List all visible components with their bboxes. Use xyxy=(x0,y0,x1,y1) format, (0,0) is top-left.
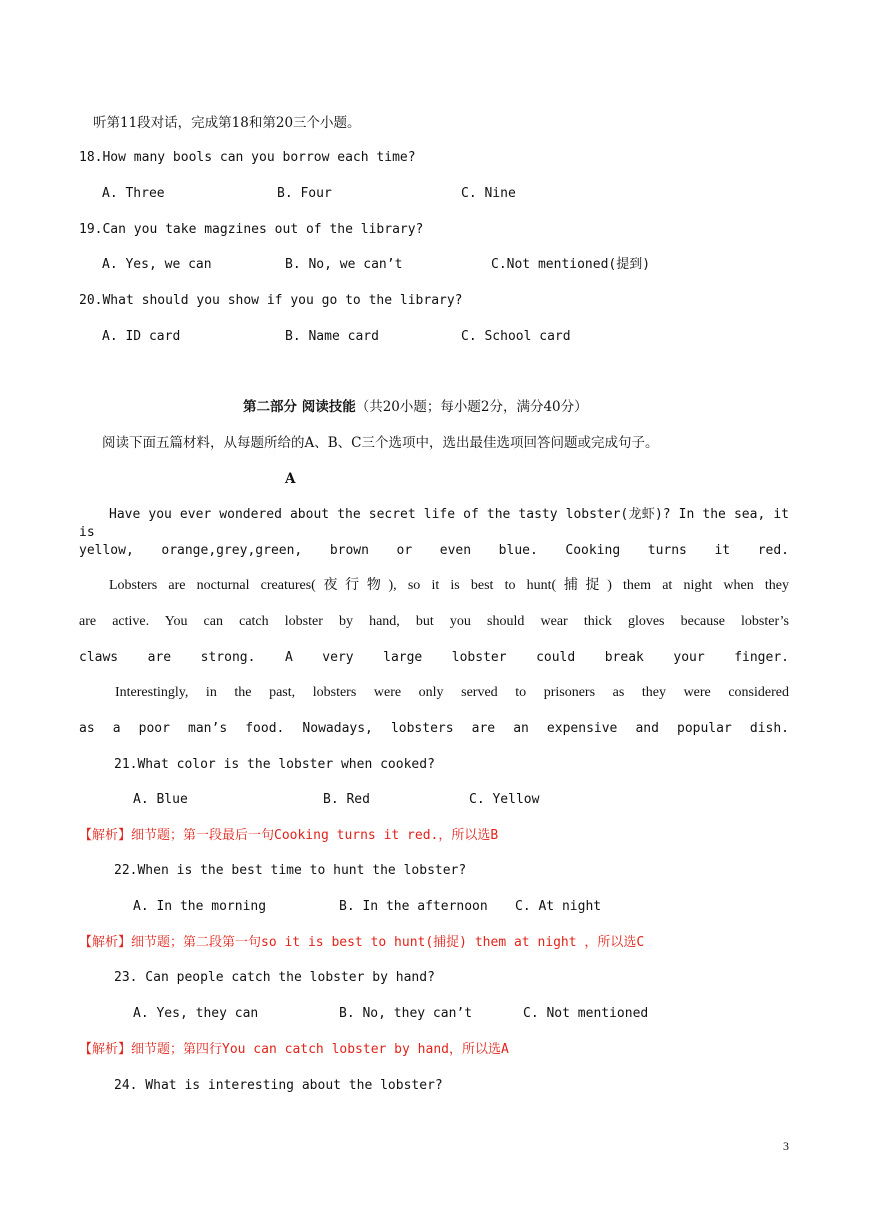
part2-instruction: 阅读下面五篇材料，从每题所给的A、B、C三个选项中，选出最佳选项回答问题或完成句子。 xyxy=(102,435,659,451)
passage-line-1: Have you ever wondered about the secret life of the tasty lobster(龙虾)? In the sea, it is xyxy=(79,507,789,540)
question-19: 19.Can you take magzines out of the library? xyxy=(79,222,424,237)
q19-option-a: A. Yes, we can xyxy=(102,257,212,272)
part2-title: 第二部分 阅读技能 xyxy=(243,399,356,415)
q23-option-c: C. Not mentioned xyxy=(523,1006,649,1021)
passage-line-6: Interestingly, in the past, lobsters were only served to prisoners as they were considered xyxy=(115,685,789,700)
q20-option-a: A. ID card xyxy=(102,329,181,344)
q20-option-c: C. School card xyxy=(461,329,571,344)
section-a-label: A xyxy=(285,471,296,487)
q20-option-b: B. Name card xyxy=(285,329,379,344)
q22-option-a: A. In the morning xyxy=(133,899,267,914)
q23-option-b: B. No, they can’t xyxy=(339,1006,473,1021)
q22-option-c: C. At night xyxy=(515,899,602,914)
question-18: 18.How many bools can you borrow each time? xyxy=(79,150,416,165)
question-21: 21.What color is the lobster when cooked? xyxy=(114,757,435,772)
q21-option-a: A. Blue xyxy=(133,792,188,807)
q23-option-a: A. Yes, they can xyxy=(133,1006,259,1021)
q22-analysis: 【解析】细节题；第二段第一句so it is best to hunt(捕捉) them at night ，所以选C xyxy=(79,935,645,950)
passage-line-4: are active. You can catch lobster by hand, but you should wear thick gloves because lobster’s xyxy=(79,614,789,629)
q21-option-b: B. Red xyxy=(323,792,370,807)
question-20: 20.What should you show if you go to the library? xyxy=(79,293,463,308)
q18-option-c: C. Nine xyxy=(461,186,516,201)
listening-instruction: 听第11段对话，完成第18和第20三个小题。 xyxy=(93,115,361,131)
q18-option-a: A. Three xyxy=(102,186,165,201)
question-22: 22.When is the best time to hunt the lobster? xyxy=(114,863,467,878)
q23-analysis: 【解析】细节题；第四行You can catch lobster by hand，所以选A xyxy=(79,1042,509,1057)
q18-option-b: B. Four xyxy=(277,186,332,201)
passage-line-3: Lobsters are nocturnal creatures(夜行物), so it is best to hunt(捕捉) them at night when they xyxy=(109,578,789,593)
part2-title-note: （共20小题；每小题2分，满分40分） xyxy=(355,399,588,415)
part2-heading xyxy=(243,398,588,416)
q19-option-c: C.Not mentioned(提到) xyxy=(491,257,651,272)
passage-line-5: claws are strong. A very large lobster could break your finger. xyxy=(79,650,789,665)
page-number: 3 xyxy=(783,1139,789,1153)
passage-line-2: yellow, orange,grey,green, brown or even blue. Cooking turns it red. xyxy=(79,543,789,558)
passage-line-7: as a poor man’s food. Nowadays, lobsters are an expensive and popular dish. xyxy=(79,721,789,736)
question-23: 23. Can people catch the lobster by hand? xyxy=(114,970,435,985)
question-24: 24. What is interesting about the lobster? xyxy=(114,1078,443,1093)
q21-option-c: C. Yellow xyxy=(469,792,540,807)
q22-option-b: B. In the afternoon xyxy=(339,899,488,914)
q21-analysis: 【解析】细节题；第一段最后一句Cooking turns it red.，所以选B xyxy=(79,828,499,843)
q19-option-b: B. No, we can’t xyxy=(285,257,403,272)
